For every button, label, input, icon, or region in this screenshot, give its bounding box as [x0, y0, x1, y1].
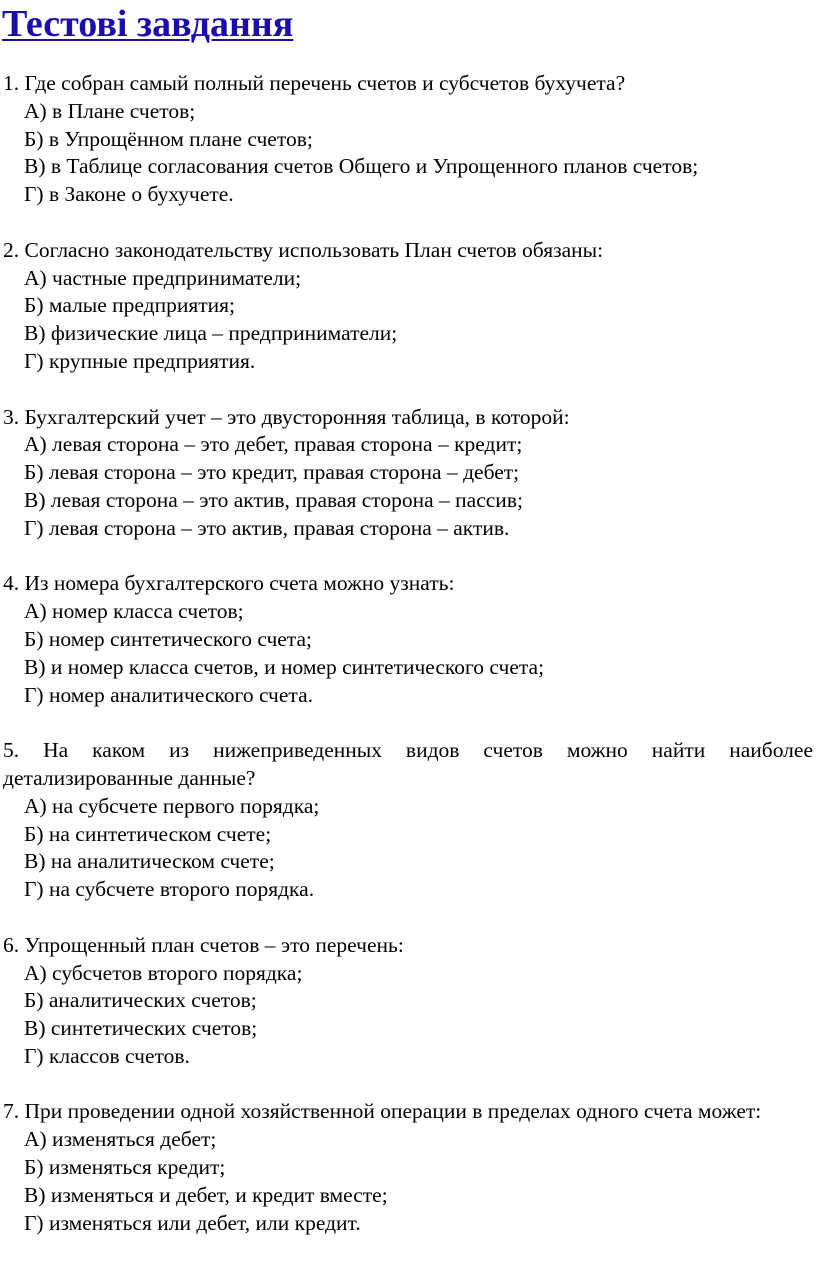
answer-option: Б) на синтетическом счете;	[24, 821, 272, 846]
answer-option: Г) левая сторона – это актив, правая сторона – актив.	[24, 515, 510, 540]
answer-option: В) и номер класса счетов, и номер синтетического счета;	[24, 654, 545, 679]
answer-option: В) в Таблице согласования счетов Общего и Упрощенного планов счетов;	[24, 154, 699, 179]
answer-option: В) изменяться и дебет, и кредит вместе;	[24, 1182, 388, 1207]
answer-option: Б) в Упрощённом плане счетов;	[24, 126, 313, 151]
question-block	[3, 237, 813, 376]
question-text: 7. При проведении одной хозяйственной операции в пределах одного счета может:	[3, 1099, 762, 1124]
answer-option: А) в Плане счетов;	[24, 98, 196, 123]
question-block	[3, 1098, 813, 1237]
question-text: 4. Из номера бухгалтерского счета можно узнать:	[3, 571, 455, 596]
answer-option: В) синтетических счетов;	[24, 1016, 258, 1041]
answer-option: А) частные предприниматели;	[24, 265, 302, 290]
answer-option: Б) номер синтетического счета;	[24, 626, 312, 651]
answer-option: В) на аналитическом счете;	[24, 849, 275, 874]
answer-option: Г) в Законе о бухучете.	[24, 182, 234, 207]
page-title-link[interactable]: Тестові завдання	[2, 3, 294, 45]
question-block	[3, 570, 813, 709]
answer-options	[3, 793, 813, 904]
answer-option: А) изменяться дебет;	[24, 1127, 217, 1152]
answer-options	[3, 431, 813, 542]
answer-option: Г) классов счетов.	[24, 1043, 190, 1068]
answer-option: А) субсчетов второго порядка;	[24, 960, 303, 985]
question-text: 1. Где собран самый полный перечень счетов и субсчетов бухучета?	[3, 71, 626, 95]
answer-option: А) на субсчете первого порядка;	[24, 793, 320, 818]
question-text: 3. Бухгалтерский учет – это двусторонняя таблица, в которой:	[3, 404, 570, 429]
question-text: 6. Упрощенный план счетов – это перечень:	[3, 932, 404, 957]
answer-option: А) левая сторона – это дебет, правая сторона – кредит;	[24, 432, 523, 457]
answer-options	[3, 98, 813, 209]
answer-options	[3, 598, 813, 709]
answer-option: Г) номер аналитического счета.	[24, 682, 313, 707]
question-list	[3, 70, 813, 1265]
answer-option: Г) изменяться или дебет, или кредит.	[24, 1210, 361, 1235]
question-text: 2. Согласно законодательству использовать План счетов обязаны:	[3, 237, 604, 262]
answer-option: Б) аналитических счетов;	[24, 988, 257, 1013]
question-block	[3, 737, 813, 904]
question-text: 5. На каком из нижеприведенных видов счетов можно найти наиболее детализированные данные?	[3, 738, 813, 790]
answer-options	[3, 960, 813, 1071]
question-block	[3, 70, 813, 209]
answer-option: Г) крупные предприятия.	[24, 348, 256, 373]
answer-options	[3, 1126, 813, 1237]
answer-option: Б) левая сторона – это кредит, правая сторона – дебет;	[24, 460, 520, 485]
answer-option: Б) малые предприятия;	[24, 293, 236, 318]
answer-option: А) номер класса счетов;	[24, 599, 244, 624]
answer-option: В) левая сторона – это актив, правая сторона – пассив;	[24, 487, 523, 512]
question-block	[3, 932, 813, 1071]
answer-options	[3, 265, 813, 376]
question-block	[3, 404, 813, 543]
answer-option: В) физические лица – предприниматели;	[24, 321, 398, 346]
answer-option: Б) изменяться кредит;	[24, 1155, 226, 1180]
answer-option: Г) на субсчете второго порядка.	[24, 877, 315, 902]
